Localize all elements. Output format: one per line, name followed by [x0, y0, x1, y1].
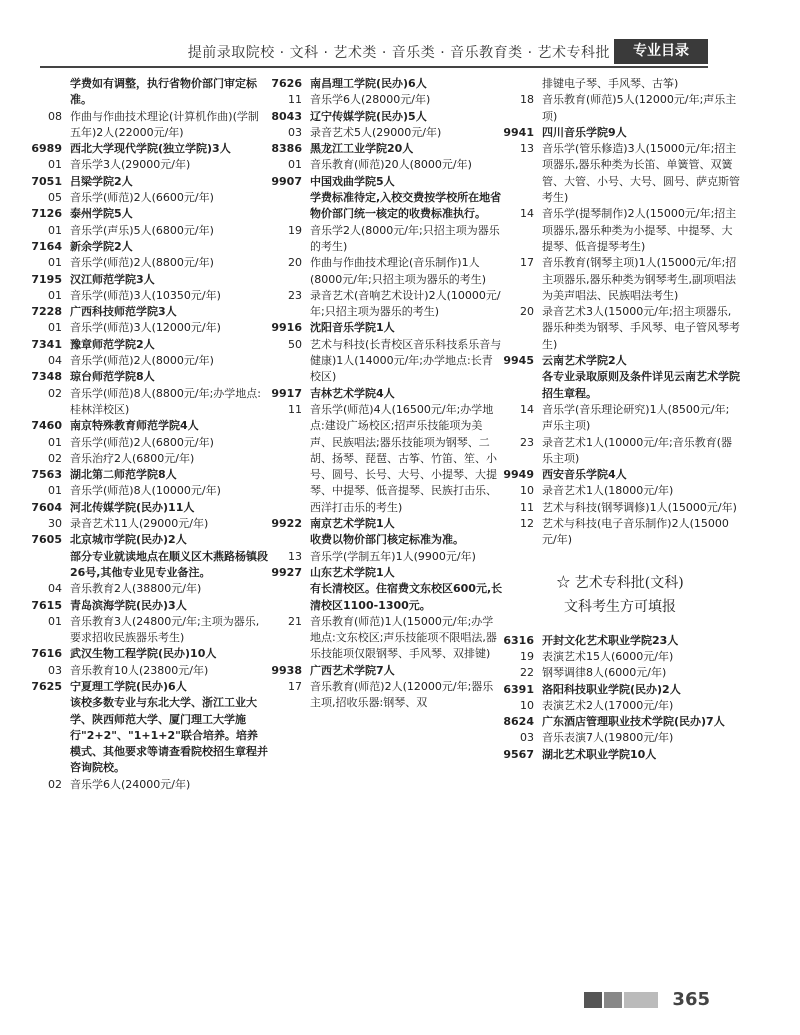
- major-code: 11: [520, 500, 534, 514]
- major-entry: [268, 337, 503, 386]
- major-entry: [28, 320, 268, 336]
- major-code: 10: [520, 484, 534, 498]
- major-text: 录音艺术3人(15000元/年;招主项器乐,器乐种类为钢琴、手风琴、电子管风琴考生): [542, 305, 740, 351]
- footer-decoration: [584, 992, 660, 1008]
- school-entry: [28, 239, 268, 255]
- major-text: 排键电子琴、手风琴、古筝): [542, 77, 679, 90]
- school-note: [268, 581, 503, 614]
- major-code: 18: [520, 93, 534, 107]
- major-text: 音乐学(师范)8人(10000元/年): [70, 484, 221, 498]
- note-text: 各专业录取原则及条件详见云南艺术学院招生章程。: [542, 370, 740, 400]
- major-text: 音乐学(音乐理论研究)1人(8500元/年;声乐主项): [542, 402, 730, 433]
- major-entry: [28, 581, 268, 597]
- school-code: 9938: [271, 663, 302, 677]
- major-entry: [268, 255, 503, 288]
- major-entry: [28, 516, 268, 532]
- major-code: [268, 190, 310, 223]
- major-text: 音乐治疗2人(6800元/年): [70, 451, 195, 465]
- major-entry: [500, 483, 740, 499]
- major-entry: [28, 255, 268, 271]
- school-name: 北京城市学院(民办)2人: [70, 533, 187, 547]
- major-code: 20: [520, 305, 534, 319]
- major-text: 音乐学(师范)2人(6600元/年): [70, 191, 214, 205]
- school-code: 9941: [503, 125, 534, 139]
- school-name: 西安音乐学院4人: [542, 468, 627, 482]
- school-code: 7164: [31, 239, 62, 253]
- school-code: 6316: [503, 633, 534, 647]
- school-name: 中国戏曲学院5人: [310, 174, 395, 188]
- school-entry: [268, 174, 503, 190]
- header-rule: [40, 66, 708, 68]
- school-entry: [268, 516, 503, 532]
- major-text: 艺术与科技(长青校区音乐科技系乐音与健康)1人(14000元/年;办学地点:长青校区): [310, 337, 502, 384]
- school-name: 沈阳音乐学院1人: [310, 321, 395, 335]
- major-code: 23: [288, 288, 302, 302]
- school-code: 9949: [503, 468, 534, 482]
- major-text: 作曲与作曲技术理论(计算机作曲)(学制五年)2人(22000元/年): [70, 109, 259, 139]
- school-name: 湖北第二师范学院8人: [70, 468, 177, 482]
- major-text: 音乐学(师范)3人(12000元/年): [70, 321, 221, 335]
- school-code: 7563: [31, 468, 62, 482]
- major-text: 音乐教育3人(24800元/年;主项为器乐,要求招收民族器乐考生): [70, 614, 260, 645]
- school-entry: [28, 206, 268, 222]
- major-text: 音乐学2人(8000元/年;只招主项为器乐的考生): [310, 223, 500, 253]
- school-entry: [28, 272, 268, 288]
- school-code: 7228: [31, 305, 62, 319]
- major-code: [28, 549, 70, 582]
- major-code: 50: [288, 337, 302, 351]
- school-code: 9945: [503, 354, 534, 368]
- school-entry: [268, 320, 503, 336]
- major-code: 17: [520, 256, 534, 270]
- school-code: 7604: [31, 500, 62, 514]
- school-name: 山东艺术学院1人: [310, 565, 395, 579]
- major-code: [28, 695, 70, 776]
- major-text: 录音艺术(音响艺术设计)2人(10000元/年;只招主项为器乐的考生): [310, 288, 501, 319]
- school-name: 广东酒店管理职业技术学院(民办)7人: [542, 715, 725, 729]
- major-text: 音乐学6人(28000元/年): [310, 93, 431, 107]
- school-name: 广西科技师范学院3人: [70, 305, 177, 319]
- major-entry: [500, 255, 740, 304]
- school-name: 南京特殊教育师范学院4人: [70, 419, 199, 433]
- school-code: 7615: [31, 598, 62, 612]
- major-code: 21: [288, 614, 302, 628]
- school-code: 9916: [271, 321, 302, 335]
- school-note: [500, 369, 740, 402]
- major-entry: [28, 451, 268, 467]
- school-code: 7460: [31, 419, 62, 433]
- note-text: 该校多数专业与东北大学、浙江工业大学、陕西师范大学、厦门理工大学施行"2+2"、"1+1+2"联合培养。培养模式、其他要求等请查看院校招生章程并咨询院校。: [70, 696, 268, 775]
- major-entry: [268, 92, 503, 108]
- school-code: 7626: [271, 77, 302, 90]
- major-code: 02: [48, 386, 62, 400]
- major-entry: [268, 288, 503, 321]
- note-text: 有长清校区。住宿费文东校区600元,长清校区1100-1300元。: [310, 582, 503, 612]
- major-code: [268, 581, 310, 614]
- page-footer: [584, 989, 710, 1010]
- school-entry: [500, 747, 740, 763]
- major-code: 03: [520, 731, 534, 745]
- school-entry: [500, 467, 740, 483]
- major-entry: [268, 549, 503, 565]
- major-text: 音乐学(师范)2人(6800元/年): [70, 435, 214, 449]
- major-code: 02: [48, 777, 62, 791]
- school-entry: [28, 598, 268, 614]
- school-entry: [500, 353, 740, 369]
- major-entry: [500, 500, 740, 516]
- major-entry: [28, 190, 268, 206]
- major-code: 02: [48, 451, 62, 465]
- major-entry: [500, 698, 740, 714]
- school-entry: [28, 500, 268, 516]
- major-text: 音乐教育(师范)5人(12000元/年;声乐主项): [542, 93, 737, 123]
- major-text: 音乐学(声乐)5人(6800元/年): [70, 223, 214, 237]
- school-entry: [268, 663, 503, 679]
- major-text: 艺术与科技(钢琴调修)1人(15000元/年): [542, 500, 737, 514]
- page-number: 365: [672, 989, 710, 1010]
- major-entry: [268, 157, 503, 173]
- school-note: [28, 549, 268, 582]
- school-code: 9907: [271, 174, 302, 188]
- major-code: 08: [48, 109, 62, 123]
- school-code: 7625: [31, 679, 62, 693]
- major-code: 19: [288, 223, 302, 237]
- note-text: 部分专业就读地点在顺义区木燕路杨镇段26号,其他专业见专业备注。: [70, 549, 268, 579]
- school-entry: [268, 386, 503, 402]
- major-text: 钢琴调律8人(6000元/年): [542, 666, 667, 680]
- batch-heading: ☆ 艺术专科批(文科): [556, 574, 684, 591]
- major-code: 01: [48, 288, 62, 302]
- major-code: 13: [520, 142, 534, 156]
- school-entry: [268, 565, 503, 581]
- school-name: 琼台师范学院8人: [70, 370, 155, 384]
- major-code: 14: [520, 207, 534, 221]
- school-code: 7605: [31, 533, 62, 547]
- school-code: 7051: [31, 174, 62, 188]
- major-code: [268, 532, 310, 548]
- school-entry: [28, 337, 268, 353]
- school-name: 黑龙江工业学院20人: [310, 142, 414, 156]
- school-entry: [28, 532, 268, 548]
- major-text: 音乐学(管乐修造)3人(15000元/年;招主项器乐,器乐种类为长笛、单簧管、双簧管、大管、小号、大号、圆号、萨克斯管考生): [542, 142, 740, 205]
- major-entry: [268, 223, 503, 256]
- school-name: 汉江师范学院3人: [70, 272, 155, 286]
- major-entry: [28, 614, 268, 647]
- school-entry: [28, 174, 268, 190]
- school-note: [268, 190, 503, 223]
- major-entry: [28, 435, 268, 451]
- major-code: [500, 369, 542, 402]
- major-code: 13: [288, 549, 302, 563]
- school-name: 吉林艺术学院4人: [310, 386, 395, 400]
- major-entry: [28, 157, 268, 173]
- major-entry: [500, 76, 740, 92]
- major-code: 22: [520, 666, 534, 680]
- school-code: 9927: [271, 565, 302, 579]
- school-code: 8624: [503, 715, 534, 729]
- major-code: 01: [48, 435, 62, 449]
- major-entry: [268, 679, 503, 712]
- school-entry: [28, 369, 268, 385]
- major-text: 音乐教育(师范)20人(8000元/年): [310, 158, 472, 172]
- school-entry: [28, 467, 268, 483]
- major-code: 11: [288, 402, 302, 416]
- major-text: 表演艺术2人(17000元/年): [542, 698, 674, 712]
- major-entry: [28, 223, 268, 239]
- major-text: 录音艺术1人(10000元/年;音乐教育(器乐主项): [542, 435, 732, 465]
- major-entry: [500, 665, 740, 681]
- page-header: [0, 38, 800, 68]
- school-code: 9917: [271, 386, 302, 400]
- major-entry: [28, 777, 268, 793]
- school-entry: [28, 141, 268, 157]
- major-code: 23: [520, 435, 534, 449]
- major-entry: [500, 304, 740, 353]
- major-entry: [28, 483, 268, 499]
- school-entry: [268, 109, 503, 125]
- major-code: 01: [48, 256, 62, 270]
- school-code: 9922: [271, 517, 302, 531]
- major-entry: [500, 92, 740, 125]
- major-text: 音乐教育(钢琴主项)1人(15000元/年;招主项器乐,器乐种类为钢琴考生,副项唱法为美声唱法、民族唱法考生): [542, 256, 737, 302]
- major-text: 音乐表演7人(19800元/年): [542, 731, 674, 745]
- major-entry: [28, 109, 268, 142]
- major-entry: [268, 614, 503, 663]
- school-note: [268, 532, 503, 548]
- major-entry: [500, 649, 740, 665]
- school-entry: [500, 714, 740, 730]
- major-code: 17: [288, 679, 302, 693]
- school-name: 云南艺术学院2人: [542, 354, 627, 368]
- major-code: 01: [48, 484, 62, 498]
- school-name: 南昌理工学院(民办)6人: [310, 77, 427, 90]
- school-code: 7195: [31, 272, 62, 286]
- school-code: 9567: [503, 747, 534, 761]
- school-note: [28, 76, 268, 109]
- major-text: 音乐学6人(24000元/年): [70, 777, 191, 791]
- major-code: 14: [520, 402, 534, 416]
- note-text: 学费标准待定,入校交费按学校所在地省物价部门统一核定的收费标准执行。: [310, 191, 502, 221]
- school-entry: [268, 141, 503, 157]
- major-text: 录音艺术5人(29000元/年): [310, 125, 442, 139]
- major-text: 音乐学(师范)3人(10350元/年): [70, 288, 221, 302]
- school-name: 宁夏理工学院(民办)6人: [70, 679, 187, 693]
- major-code: 03: [288, 125, 302, 139]
- major-code: 01: [288, 158, 302, 172]
- column-right: [500, 76, 740, 763]
- school-name: 河北传媒学院(民办)11人: [70, 500, 195, 514]
- major-code: 05: [48, 191, 62, 205]
- school-name: 吕梁学院2人: [70, 174, 133, 188]
- major-code: 01: [48, 158, 62, 172]
- batch-subheading: 文科考生方可填报: [564, 598, 676, 615]
- school-name: 豫章师范学院2人: [70, 337, 155, 351]
- major-text: 录音艺术11人(29000元/年): [70, 517, 209, 531]
- major-code: 01: [48, 321, 62, 335]
- major-text: 表演艺术15人(6000元/年): [542, 649, 674, 663]
- school-name: 四川音乐学院9人: [542, 125, 627, 139]
- school-note: [28, 695, 268, 776]
- major-entry: [500, 206, 740, 255]
- major-entry: [500, 141, 740, 206]
- major-code: 12: [520, 517, 534, 531]
- school-code: 6391: [503, 682, 534, 696]
- major-text: 录音艺术1人(18000元/年): [542, 484, 674, 498]
- major-text: 音乐教育10人(23800元/年): [70, 663, 209, 677]
- school-code: 7348: [31, 370, 62, 384]
- major-entry: [28, 353, 268, 369]
- major-code: 10: [520, 698, 534, 712]
- major-text: 音乐学(师范)2人(8800元/年): [70, 256, 214, 270]
- major-text: 音乐学3人(29000元/年): [70, 158, 191, 172]
- school-name: 湖北艺术职业学院10人: [542, 747, 657, 761]
- school-entry: [28, 646, 268, 662]
- major-code: [500, 76, 542, 92]
- major-code: [28, 76, 70, 109]
- major-code: 04: [48, 582, 62, 596]
- major-code: 03: [48, 663, 62, 677]
- major-entry: [268, 402, 503, 516]
- major-text: 音乐学(师范)2人(8000元/年): [70, 354, 214, 368]
- major-code: 30: [48, 517, 62, 531]
- major-text: 音乐教育2人(38800元/年): [70, 582, 202, 596]
- major-entry: [500, 730, 740, 746]
- school-name: 开封文化艺术职业学院23人: [542, 633, 679, 647]
- major-code: 11: [288, 93, 302, 107]
- school-name: 泰州学院5人: [70, 207, 133, 221]
- school-name: 广西艺术学院7人: [310, 663, 395, 677]
- major-code: 20: [288, 256, 302, 270]
- school-code: 6989: [31, 142, 62, 156]
- school-code: 8043: [271, 109, 302, 123]
- major-entry: [268, 125, 503, 141]
- school-code: 7126: [31, 207, 62, 221]
- school-name: 新余学院2人: [70, 239, 133, 253]
- major-entry: [28, 663, 268, 679]
- major-entry: [28, 288, 268, 304]
- major-entry: [500, 516, 740, 549]
- major-text: 音乐学(提琴制作)2人(15000元/年;招主项器乐,器乐种类为小提琴、中提琴、大提琴、低音提琴考生): [542, 207, 737, 253]
- school-name: 青岛滨海学院(民办)3人: [70, 598, 187, 612]
- column-middle: [268, 76, 503, 712]
- major-code: 01: [48, 614, 62, 628]
- school-entry: [500, 682, 740, 698]
- major-code: 01: [48, 223, 62, 237]
- section-tag: 专业目录: [614, 39, 708, 64]
- running-title: 提前录取院校 · 文科 · 艺术类 · 音乐类 · 音乐教育类 · 艺术专科批: [187, 45, 610, 61]
- school-entry: [500, 633, 740, 649]
- school-code: 7616: [31, 647, 62, 661]
- school-name: 武汉生物工程学院(民办)10人: [70, 647, 217, 661]
- school-code: 8386: [271, 142, 302, 156]
- major-text: 音乐学(师范)4人(16500元/年;办学地点:建设广场校区;招声乐技能项为美声、民族唱法;器乐技能项为钢琴、二胡、扬琴、琵琶、古筝、竹笛、笙、小号、圆号、长号、大号、小提琴、大提琴、中提琴、低音提琴、民族打击乐、西洋打击乐的考生): [310, 402, 497, 514]
- school-name: 洛阳科技职业学院(民办)2人: [542, 682, 681, 696]
- note-text: 收费以物价部门核定标准为准。: [310, 533, 464, 547]
- column-left: [28, 76, 268, 793]
- school-name: 辽宁传媒学院(民办)5人: [310, 109, 427, 123]
- school-entry: [28, 418, 268, 434]
- major-code: 04: [48, 354, 62, 368]
- major-entry: [500, 402, 740, 435]
- major-text: 艺术与科技(电子音乐制作)2人(15000元/年): [542, 517, 729, 547]
- note-text: 学费如有调整，执行省物价部门审定标准。: [70, 77, 257, 107]
- major-text: 音乐学(师范)8人(8800元/年;办学地点:桂林洋校区): [70, 386, 261, 416]
- school-entry: [500, 125, 740, 141]
- major-entry: [28, 386, 268, 419]
- school-name: 南京艺术学院1人: [310, 517, 395, 531]
- school-code: 7341: [31, 337, 62, 351]
- major-text: 作曲与作曲技术理论(音乐制作)1人(8000元/年;只招主项为器乐的考生): [310, 256, 486, 286]
- major-entry: [500, 435, 740, 468]
- school-entry: [28, 304, 268, 320]
- school-entry: [28, 679, 268, 695]
- major-text: 音乐学(学制五年)1人(9900元/年): [310, 549, 476, 563]
- school-entry: [268, 76, 503, 92]
- major-text: 音乐教育(师范)2人(12000元/年;器乐主项,招收乐器:钢琴、双: [310, 679, 494, 710]
- major-text: 音乐教育(师范)1人(15000元/年;办学地点:文东校区;声乐技能项不限唱法,器乐技能项仅限钢琴、手风琴、双排键): [310, 614, 497, 661]
- major-code: 19: [520, 649, 534, 663]
- school-name: 西北大学现代学院(独立学院)3人: [70, 142, 231, 156]
